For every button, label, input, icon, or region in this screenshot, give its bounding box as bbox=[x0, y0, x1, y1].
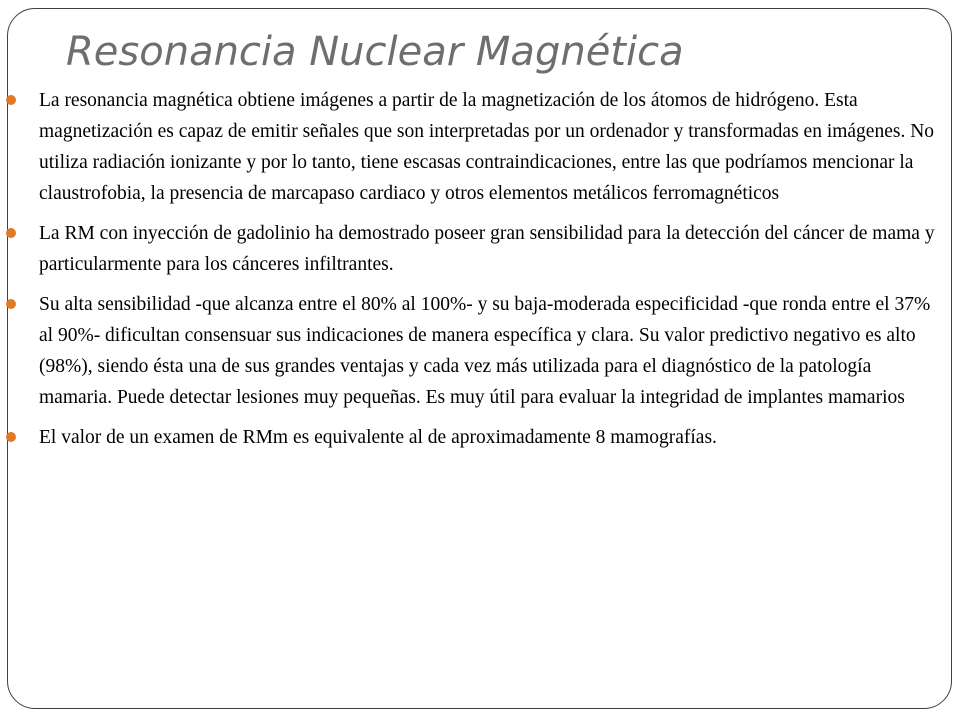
bullet-text: El valor de un examen de RMm es equivalente al de aproximadamente 8 mamografías. bbox=[39, 427, 717, 448]
bullet-text: La resonancia magnética obtiene imágenes a partir de la magnetización de los átomos de hidrógeno. Esta magnetización es capaz de emitir señales que son interpretadas por un ordenador y transformadas en imágenes. No utiliza radiación ionizante y por lo tanto, tiene escasas contraindicaciones, entre las que podríamos mencionar la claustrofobia, la presencia de marcapaso cardiaco y otros elementos metálicos ferromagnéticos bbox=[39, 90, 935, 204]
bullet-dot-icon bbox=[6, 228, 16, 238]
bullet-item bbox=[39, 218, 949, 280]
bullet-text: La RM con inyección de gadolinio ha demostrado poseer gran sensibilidad para la detección del cáncer de mama y particularmente para los cánceres infiltrantes. bbox=[39, 223, 935, 275]
bullet-list bbox=[39, 85, 949, 462]
bullet-dot-icon bbox=[6, 95, 16, 105]
bullet-dot-icon bbox=[6, 299, 16, 309]
bullet-dot-icon bbox=[6, 432, 16, 442]
bullet-text: Su alta sensibilidad -que alcanza entre el 80% al 100%- y su baja-moderada especificidad -que ronda entre el 37% al 90%- dificultan consensuar sus indicaciones de manera específica y clara. Su valor predictivo negativo es alto (98%), siendo ésta una de sus grandes ventajas y cada vez más utilizada para el diagnóstico de la patología mamaria. Puede detectar lesiones muy pequeñas. Es muy útil para evaluar la integridad de implantes mamarios bbox=[39, 294, 931, 408]
slide-title: Resonancia Nuclear Magnética bbox=[66, 29, 684, 75]
bullet-item bbox=[39, 289, 949, 413]
bullet-item bbox=[39, 85, 949, 209]
bullet-item bbox=[39, 422, 949, 453]
